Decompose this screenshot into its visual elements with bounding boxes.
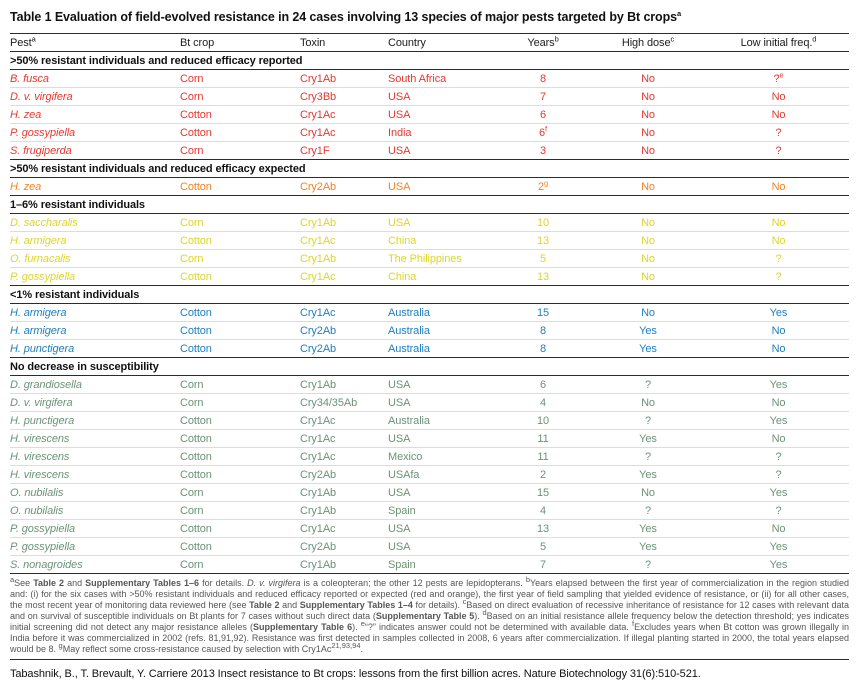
table-cell: ? [775, 271, 782, 283]
table-cell: ? [775, 451, 782, 463]
table-cell: USAfa [388, 469, 420, 481]
table-cell: ? [644, 379, 652, 391]
table-cell: Cry1Ab [300, 217, 337, 229]
table-cell: USA [388, 145, 411, 157]
table-cell: 5 [539, 541, 547, 553]
table-cell: Cry2Ab [300, 541, 337, 553]
table-cell: Cry1Ab [300, 379, 337, 391]
table-cell: USA [388, 523, 411, 535]
table-cell: 8 [539, 73, 547, 85]
section-header: >50% resistant individuals and reduced efficacy reported [10, 55, 303, 67]
table-cell: Cry2Ab [300, 343, 337, 355]
table-cell: O. nubilalis [10, 487, 64, 499]
table-cell: 6$^f$ [538, 124, 547, 139]
table-cell: H. punctigera [10, 343, 75, 355]
table-cell: Yes [639, 325, 657, 337]
table-cell: Yes [769, 487, 788, 499]
table-cell: Cry2Ab [300, 181, 337, 193]
table-row [10, 430, 849, 448]
table-row [10, 376, 849, 394]
table-cell: H. virescens [10, 451, 70, 463]
table-row [10, 322, 849, 340]
table-row [10, 304, 849, 322]
table-cell: Cry1Ab [300, 487, 337, 499]
table-cell: ? [644, 559, 652, 571]
table-cell: No [641, 217, 655, 229]
table-section [10, 358, 849, 574]
table-cell: 8 [539, 343, 547, 355]
table-cell: Yes [639, 541, 657, 553]
column-header-row [10, 34, 849, 52]
citation-line: Tabashnik, B., T. Brevault, Y. Carriere 2013 Insect resistance to Bt crops: lessons from the first billion acres. Nature Biotechnology 31(6):510-521. [10, 668, 701, 680]
table-cell: Corn [180, 91, 204, 103]
table-cell: Cotton [180, 451, 212, 463]
table-cell: H. zea [10, 109, 42, 121]
table-cell: O. nubilalis [10, 505, 64, 517]
table-row [10, 142, 849, 160]
table-cell: ? [775, 145, 782, 157]
table-cell: Yes [639, 343, 657, 355]
table-cell: Cry1Ac [300, 307, 336, 319]
table-cell: Australia [388, 307, 430, 319]
table-row [10, 340, 849, 358]
table-cell: Cotton [180, 307, 212, 319]
table-cell: 15 [536, 487, 550, 499]
table-cell: Yes [639, 523, 657, 535]
table-cell: No [641, 73, 655, 85]
table-cell: Yes [769, 307, 788, 319]
table-row [10, 124, 849, 142]
table-cell: Cotton [180, 181, 212, 193]
table-cell: Cry1Ac [300, 271, 336, 283]
table-cell: D. v. virgifera [10, 397, 73, 409]
table-cell: No [771, 397, 786, 409]
table-cell: No [641, 181, 655, 193]
section-header-row [10, 358, 849, 376]
table-cell: 13 [536, 235, 550, 247]
table-cell: D. grandiosella [10, 379, 82, 391]
section-header-row [10, 160, 849, 178]
table-cell: 5 [539, 253, 547, 265]
table-row [10, 502, 849, 520]
table-cell: Cry1F [300, 145, 330, 157]
column-header: Pest$^a$ [10, 34, 36, 49]
table-cell: India [388, 127, 412, 139]
table-cell: No [771, 523, 786, 535]
table-cell: 4 [539, 397, 547, 409]
table-row [10, 178, 849, 196]
table-cell: China [388, 271, 417, 283]
table-cell: Cry1Ab [300, 253, 337, 265]
table-cell: H. virescens [10, 469, 70, 481]
table-cell: Cry2Ab [300, 469, 337, 481]
table-cell: 15 [536, 307, 550, 319]
table-cell: USA [388, 217, 411, 229]
table-cell: 6 [539, 109, 547, 121]
table-cell: Cotton [180, 235, 212, 247]
table-cell: Cotton [180, 541, 212, 553]
table-cell: Cotton [180, 343, 212, 355]
table-cell: Cry1Ac [300, 127, 336, 139]
table-cell: Cry1Ac [300, 235, 336, 247]
table-row [10, 466, 849, 484]
table-cell: No [641, 145, 655, 157]
section-header-row [10, 52, 849, 70]
table-cell: ? [775, 505, 782, 517]
table-cell: P. gossypiella [10, 541, 76, 553]
table-cell: No [771, 109, 786, 121]
table-cell: 8 [539, 325, 547, 337]
table-cell: O. furnacalis [10, 253, 71, 265]
table-cell: No [641, 397, 655, 409]
section-header: No decrease in susceptibility [10, 361, 159, 373]
table-cell: Australia [388, 343, 430, 355]
table-cell: No [771, 343, 786, 355]
table-section [10, 196, 849, 286]
table-cell: 13 [536, 271, 550, 283]
table-cell: Corn [180, 73, 204, 85]
table-cell: Cotton [180, 433, 212, 445]
table-cell: Corn [180, 253, 204, 265]
table-cell: Cotton [180, 469, 212, 481]
table-cell: 10 [536, 217, 550, 229]
table-cell: B. fusca [10, 73, 49, 85]
footnotes: $^a$See Table 2 and Supplementary Tables 1–6 for details. D. v. virgifera is a coleopteran; the other 12 pests are lepidopterans. $^b$Years elapsed between the first year of commercialization in the region studied and: (i) for the six cases with >50% resistant individuals and reduced efficacy reported or expected (red and orange), the first year of field sampling that yielded evidence of resistance, or (ii) for all other cases, the most recent year of monitoring data reviewed here (see Table 2 and Supplementary Tables 1–4 for details). $^c$Based on direct evaluation of recessive inheritance of resistance for 12 cases with relevant data and on survival of susceptible individuals on Bt plants for 7 cases without such direct data (Supplementary Table 5). $^d$Based on an initial resistance allele frequency below the detection threshold; yes indicates initial screening did not detect any major resistance alleles (Supplementary Table 6). $^e$“?” indicates answer could not be determined with available data. $^f$Excludes years when Bt cotton was grown illegally in India before it was commercialized in 2002 (refs. 81,91,92). Resistance was first detected in samples collected in 2008, 6 years after commercialization. If illegal planting started in 2000, the total years elapsed would be 8. $^g$May reflect some cross-resistance caused by selection with Cry1Ac$^{21,93,94}$. [10, 578, 849, 660]
table-cell: Cry34/35Ab [300, 397, 358, 409]
table-cell: No [641, 109, 655, 121]
table-cell: Corn [180, 559, 204, 571]
table-cell: Yes [639, 469, 657, 481]
table-cell: ?$^e$ [773, 70, 784, 85]
table-cell: P. gossypiella [10, 523, 76, 535]
table-cell: Cotton [180, 127, 212, 139]
table-cell: Yes [639, 433, 657, 445]
table-row [10, 538, 849, 556]
table-cell: Australia [388, 325, 430, 337]
table-cell: 13 [536, 523, 550, 535]
table-cell: P. gossypiella [10, 271, 76, 283]
table-row [10, 250, 849, 268]
table-cell: 10 [536, 415, 550, 427]
table-cell: Corn [180, 505, 204, 517]
table-cell: No [771, 217, 786, 229]
table-cell: H. armigera [10, 307, 67, 319]
table-cell: 2$^g$ [537, 178, 549, 193]
table-cell: Cry1Ac [300, 451, 336, 463]
table-row [10, 484, 849, 502]
table-section [10, 52, 849, 160]
table-cell: ? [644, 451, 652, 463]
table-cell: USA [388, 181, 411, 193]
table-row [10, 214, 849, 232]
table-cell: ? [644, 415, 652, 427]
table-cell: USA [388, 397, 411, 409]
column-header: High dose$^c$ [621, 34, 675, 49]
column-header: Low initial freq.$^d$ [740, 34, 817, 49]
table-cell: Cry1Ab [300, 73, 337, 85]
table-cell: Yes [769, 379, 788, 391]
table-cell: 6 [539, 379, 547, 391]
table-cell: ? [644, 505, 652, 517]
table-cell: ? [775, 127, 782, 139]
table-cell: 2 [539, 469, 547, 481]
table-cell: Cotton [180, 523, 212, 535]
results-table [10, 33, 849, 574]
table-cell: USA [388, 379, 411, 391]
section-header: 1–6% resistant individuals [10, 199, 145, 211]
table-cell: D. saccharalis [10, 217, 78, 229]
table-cell: Cry1Ab [300, 505, 337, 517]
table-cell: H. armigera [10, 235, 67, 247]
table-cell: USA [388, 487, 411, 499]
table-cell: USA [388, 541, 411, 553]
table-cell: 11 [537, 433, 549, 445]
table-cell: No [641, 235, 655, 247]
column-header: Years$^b$ [527, 34, 559, 49]
table-row [10, 520, 849, 538]
table-cell: Cry1Ac [300, 415, 336, 427]
table-cell: 11 [537, 451, 549, 463]
table-row [10, 394, 849, 412]
table-cell: ? [775, 469, 782, 481]
table-row [10, 232, 849, 250]
table-cell: Cotton [180, 271, 212, 283]
table-cell: China [388, 235, 417, 247]
table-cell: Cry1Ac [300, 109, 336, 121]
section-header-row [10, 196, 849, 214]
column-header: Country [388, 37, 426, 49]
table-row [10, 70, 849, 88]
table-cell: No [771, 181, 786, 193]
table-cell: Mexico [388, 451, 423, 463]
table-title: Table 1 Evaluation of field-evolved resistance in 24 cases involving 13 species of major pests targeted by Bt crops$^a$ [10, 8, 682, 24]
table-cell: No [771, 91, 786, 103]
table-cell: Yes [769, 559, 788, 571]
table-cell: H. armigera [10, 325, 67, 337]
table-cell: Cry1Ac [300, 523, 336, 535]
table-cell: Cotton [180, 415, 212, 427]
table-cell: Corn [180, 397, 204, 409]
column-header: Toxin [300, 37, 326, 49]
section-header-row [10, 286, 849, 304]
table-cell: Cry3Bb [300, 91, 337, 103]
table-cell: S. frugiperda [10, 145, 72, 157]
table-cell: Corn [180, 487, 204, 499]
table-row [10, 106, 849, 124]
table-cell: D. v. virgifera [10, 91, 73, 103]
table-cell: Yes [769, 415, 788, 427]
table-cell: Corn [180, 217, 204, 229]
table-cell: Spain [388, 505, 416, 517]
table-cell: P. gossypiella [10, 127, 76, 139]
table-row [10, 448, 849, 466]
table-cell: Corn [180, 379, 204, 391]
table-cell: Cry1Ab [300, 559, 337, 571]
table-cell: Australia [388, 415, 430, 427]
table-cell: No [771, 433, 786, 445]
table-cell: The Philippines [388, 253, 462, 265]
table-cell: Cotton [180, 325, 212, 337]
table-cell: No [641, 271, 655, 283]
table-row [10, 412, 849, 430]
section-header: >50% resistant individuals and reduced efficacy expected [10, 163, 306, 175]
table-cell: S. nonagroides [10, 559, 83, 571]
table-cell: Spain [388, 559, 416, 571]
table-section [10, 160, 849, 196]
table-cell: No [641, 487, 655, 499]
table-cell: USA [388, 433, 411, 445]
table-cell: No [641, 307, 655, 319]
table-cell: No [641, 91, 655, 103]
table-cell: 7 [539, 91, 547, 103]
table-cell: H. virescens [10, 433, 70, 445]
table-cell: Cry1Ac [300, 433, 336, 445]
table-cell: Cotton [180, 109, 212, 121]
table-cell: No [641, 253, 655, 265]
table-cell: South Africa [388, 73, 447, 85]
table-cell: USA [388, 109, 411, 121]
table-cell: USA [388, 91, 411, 103]
table-row [10, 268, 849, 286]
table-row [10, 88, 849, 106]
table-cell: Corn [180, 145, 204, 157]
table-cell: 7 [539, 559, 547, 571]
table-cell: H. punctigera [10, 415, 75, 427]
section-header: <1% resistant individuals [10, 289, 140, 301]
table-cell: Yes [769, 541, 788, 553]
table-cell: 4 [539, 505, 547, 517]
table-cell: 3 [539, 145, 547, 157]
table-cell: No [641, 127, 655, 139]
table-cell: No [771, 235, 786, 247]
table-cell: Cry2Ab [300, 325, 337, 337]
column-header: Bt crop [180, 37, 215, 49]
table-row [10, 556, 849, 574]
table-cell: No [771, 325, 786, 337]
table-section [10, 286, 849, 358]
table-cell: ? [775, 253, 782, 265]
table-cell: H. zea [10, 181, 42, 193]
